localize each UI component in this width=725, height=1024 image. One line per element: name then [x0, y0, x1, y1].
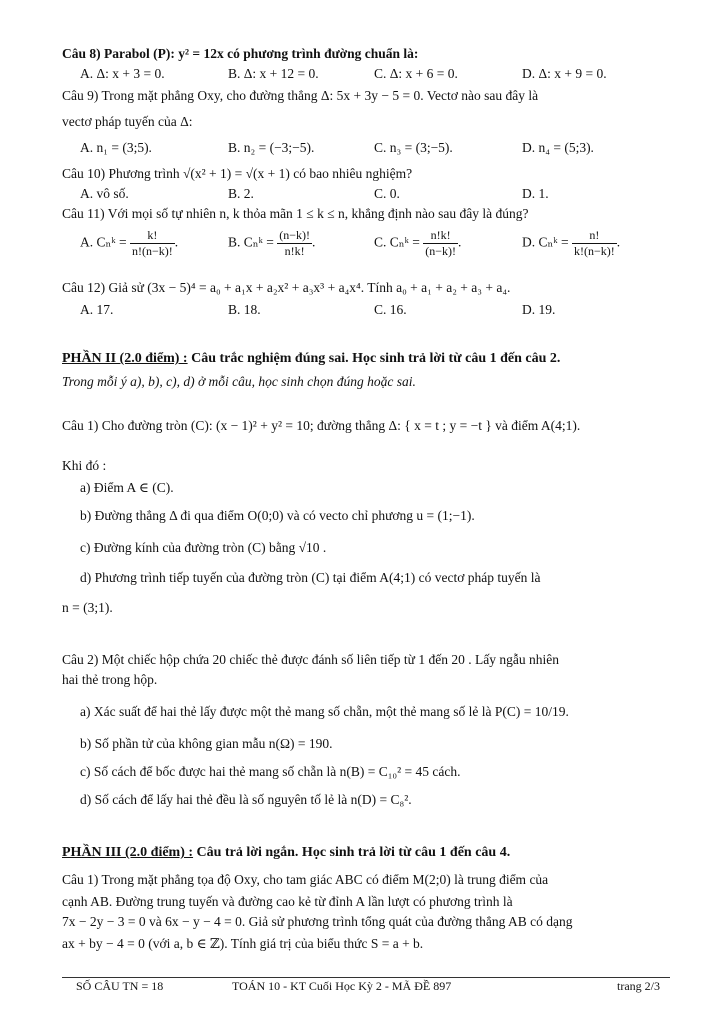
option-c: C. Cₙᵏ = $\frac{n!k!}{(n-k)!}$ . [374, 228, 462, 258]
option-b-lhs: B. Cₙᵏ = [228, 234, 274, 250]
question-8-options [0, 66, 725, 86]
part-2-instruction: Trong mỗi ý a), b), c), d) ở mỗi câu, học sinh chọn đúng hoặc sai. [62, 374, 416, 389]
part-2-question-2-stem: Câu 2) Một chiếc hộp chứa 20 chiếc thẻ được đánh số liên tiếp từ 1 đến 20 . Lấy ngẫu nhiên [62, 652, 559, 667]
question-9-stem: Câu 9) Trong mặt phẳng Oxy, cho đường thẳng Δ: 5x + 3y − 5 = 0. Vectơ nào sau đây là [62, 88, 539, 103]
option-c: C. Δ: x + 6 = 0. [374, 66, 458, 81]
statement-2a: a) Xác suất để hai thẻ lấy được một thẻ mang số chẵn, một thẻ mang số lẻ là P(C) = 10/19. [80, 704, 569, 719]
option-d-fraction [572, 228, 617, 259]
option-b: B. Cₙᵏ = $\frac{(n-k)!}{n!k!}$ . [228, 228, 316, 258]
statement-1b: b) Đường thẳng Δ đi qua điểm O(0;0) và có vecto chỉ phương u = (1;−1). [80, 508, 475, 523]
denominator: k!(n−k)! [573, 244, 615, 258]
option-c-lhs: C. Cₙᵏ = [374, 234, 420, 250]
numerator: (n−k)! [279, 228, 310, 242]
question-11-options [0, 228, 725, 268]
option-d: D. Δ: x + 9 = 0. [522, 66, 607, 81]
option-c: C. 0. [374, 186, 400, 201]
option-a: A. Δ: x + 3 = 0. [80, 66, 165, 81]
part-3-question-1-line-2: cạnh AB. Đường trung tuyến và đường cao kẻ từ đỉnh A lần lượt có phương trình là [62, 894, 513, 909]
footer-exam-title: TOÁN 10 - KT Cuối Học Kỳ 2 - MÃ ĐỀ 897 [232, 979, 452, 993]
statement-1c: c) Đường kính của đường tròn (C) bằng √10 . [80, 540, 327, 555]
statement-2d: d) Số cách để lấy hai thẻ đều là số nguyên tố lẻ là n(D) = C₈². [80, 792, 412, 807]
option-a: A. vô số. [80, 186, 129, 201]
option-d-lhs: D. Cₙᵏ = [522, 234, 569, 250]
question-8-stem: Câu 8) Parabol (P): y² = 12x có phương trình đường chuẩn là: [62, 46, 419, 61]
denominator: (n−k)! [425, 244, 456, 258]
option-b: B. Δ: x + 12 = 0. [228, 66, 319, 81]
part-2-question-2-stem-cont: hai thẻ trong hộp. [62, 672, 158, 687]
question-11-stem: Câu 11) Với mọi số tự nhiên n, k thỏa mãn 1 ≤ k ≤ n, khẳng định nào sau đây là đúng? [62, 206, 529, 221]
numerator: n!k! [423, 228, 458, 244]
part-3-question-1-line-1: Câu 1) Trong mặt phẳng tọa độ Oxy, cho tam giác ABC có điểm M(2;0) là trung điểm của [62, 872, 549, 887]
part-3-heading [62, 844, 510, 862]
question-9-stem-cont: vectơ pháp tuyến của Δ: [62, 114, 193, 129]
footer-page-number: trang 2/3 [617, 979, 660, 993]
option-a: A. Cₙᵏ = $\frac{k!}{n!(n-k)!}$ . [80, 228, 179, 258]
statement-1a: a) Điểm A ∈ (C). [80, 480, 174, 495]
part-2-heading [62, 350, 560, 368]
question-12-options [0, 302, 725, 322]
denominator: n!k! [284, 244, 305, 258]
question-10-stem: Câu 10) Phương trình √(x² + 1) = √(x + 1) có bao nhiêu nghiệm? [62, 166, 413, 181]
page-footer [62, 975, 670, 995]
option-a-fraction [130, 228, 175, 259]
question-10-options [0, 186, 725, 206]
statement-1d-cont: n = (3;1). [62, 600, 113, 615]
question-12-stem: Câu 12) Giả sử (3x − 5)⁴ = a₀ + a₁x + a₂x² + a₃x³ + a₄x⁴. Tính a₀ + a₁ + a₂ + a₃ + a₄. [62, 280, 511, 295]
option-c: C. n₃ = (3;−5). [374, 140, 453, 155]
footer-rule [62, 977, 670, 978]
option-d: D. 19. [522, 302, 556, 317]
option-c-fraction [423, 228, 458, 259]
question-9-options [0, 140, 725, 160]
part-2-question-1-then: Khi đó : [62, 458, 107, 473]
part-2-title: PHẦN II (2.0 điểm) : [62, 351, 188, 366]
statement-1d: d) Phương trình tiếp tuyến của đường tròn (C) tại điểm A(4;1) có vectơ pháp tuyến là [80, 570, 541, 585]
option-c: C. 16. [374, 302, 407, 317]
option-b: B. 18. [228, 302, 261, 317]
option-b: B. n₂ = (−3;−5). [228, 140, 315, 155]
statement-2b: b) Số phần tử của không gian mẫu n(Ω) = 190. [80, 736, 333, 751]
option-d: D. Cₙᵏ = $\frac{n!}{k!(n-k)!}$ . [522, 228, 621, 258]
part-3-question-1-line-3: 7x − 2y − 3 = 0 và 6x − y − 4 = 0. Giả sử phương trình tổng quát của đường thẳng AB có dạng [62, 914, 573, 929]
part-2-title-rest: Câu trắc nghiệm đúng sai. Học sinh trả lời từ câu 1 đến câu 2. [187, 351, 561, 366]
part-3-title: PHẦN III (2.0 điểm) : [62, 845, 194, 860]
option-a: A. 17. [80, 302, 114, 317]
denominator: n!(n−k)! [131, 244, 173, 258]
option-d: D. 1. [522, 186, 549, 201]
part-3-title-rest: Câu trả lời ngắn. Học sinh trả lời từ câu 1 đến câu 4. [193, 845, 511, 860]
option-b-fraction [277, 228, 312, 259]
footer-question-count: SỐ CÂU TN = 18 [76, 979, 164, 993]
part-3-question-1-line-4: ax + by − 4 = 0 (với a, b ∈ ℤ). Tính giá trị của biểu thức S = a + b. [62, 936, 424, 951]
option-b: B. 2. [228, 186, 254, 201]
option-a: A. n₁ = (3;5). [80, 140, 152, 155]
part-2-question-1-stem: Câu 1) Cho đường tròn (C): (x − 1)² + y² = 10; đường thẳng Δ: { x = t ; y = −t } và điểm A(4;1). [62, 418, 581, 433]
option-a-lhs: A. Cₙᵏ = [80, 234, 127, 250]
numerator: n! [572, 228, 617, 244]
numerator: k! [130, 228, 175, 244]
option-d: D. n₄ = (5;3). [522, 140, 594, 155]
statement-2c: c) Số cách để bốc được hai thẻ mang số chẵn là n(B) = C₁₀² = 45 cách. [80, 764, 461, 779]
